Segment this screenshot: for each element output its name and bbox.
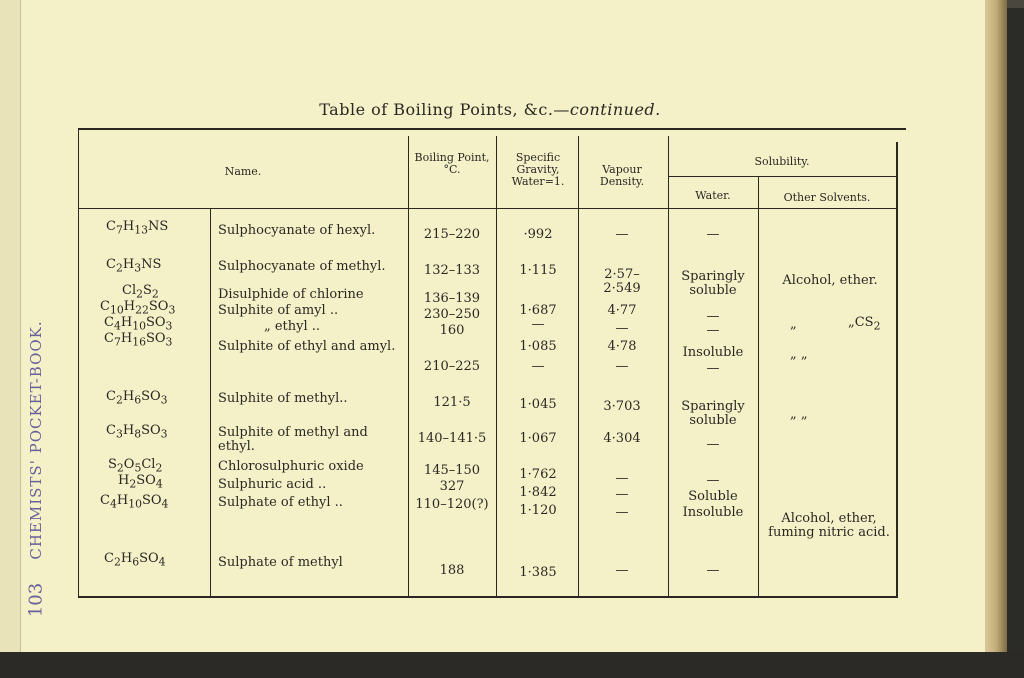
- gravity-cell: 1·085: [519, 339, 557, 354]
- water-cell: Sparingly soluble: [681, 399, 745, 428]
- vapour-cell: —: [615, 471, 629, 486]
- header-vapour: Vapour Density.: [599, 163, 645, 188]
- formula-cell: $H_2SO_4$: [118, 473, 163, 491]
- vapour-cell: —: [615, 487, 629, 502]
- header-rule: [78, 208, 896, 209]
- name-cell: Sulphate of ethyl ..: [218, 495, 343, 510]
- boiling-cell: 121·5: [433, 395, 471, 410]
- formula-cell: $C_3H_8SO_3$: [106, 423, 168, 441]
- water-cell: Insoluble: [682, 505, 744, 520]
- solubility-rule: [668, 176, 896, 177]
- other-cell: „: [790, 317, 797, 332]
- boiling-cell: 215–220: [423, 227, 481, 242]
- name-cell: Sulphate of methyl: [218, 555, 343, 570]
- title-continued: continued.: [569, 100, 661, 119]
- formula-cell: $C_4H_{10}SO_4$: [100, 493, 169, 511]
- vapour-cell: —: [615, 505, 629, 520]
- boiling-cell: 136–139: [423, 291, 481, 306]
- water-cell: —: [706, 323, 720, 338]
- water-cell: —: [706, 437, 720, 452]
- vapour-cell: 4·304: [603, 431, 641, 446]
- other-cell: „ „: [790, 407, 808, 422]
- name-cell: Chlorosulphuric oxide: [218, 459, 364, 474]
- gravity-cell: 1·762: [519, 467, 557, 482]
- formula-cell: $Cl_2S_2$: [122, 283, 159, 301]
- gravity-divider: [578, 136, 579, 598]
- water-cell: Soluble: [688, 489, 738, 504]
- gravity-cell: 1·120: [519, 503, 557, 518]
- name-cell: „ ethyl ..: [264, 319, 321, 334]
- formula-cell: $C_2H_3NS$: [106, 257, 162, 275]
- water-cell: —: [706, 227, 720, 242]
- gravity-cell: —: [531, 317, 545, 332]
- other-cell: Alcohol, ether, fuming nitric acid.: [768, 511, 890, 540]
- vapour-cell: —: [615, 563, 629, 578]
- name-divider: [408, 136, 409, 598]
- vapour-cell: 4·77: [607, 303, 637, 318]
- gravity-cell: 1·842: [519, 485, 557, 500]
- table-title: [0, 100, 980, 119]
- table-right-border: [896, 142, 898, 598]
- water-cell: —: [706, 473, 720, 488]
- other-cell: $„CS_2$: [848, 315, 881, 333]
- running-head: CHEMISTS' POCKET-BOOK.: [27, 320, 45, 560]
- vapour-cell: —: [615, 359, 629, 374]
- vapour-cell: 2·57– 2·549: [603, 267, 641, 296]
- name-cell: Disulphide of chlorine: [218, 287, 364, 302]
- boiling-points-table: [78, 128, 896, 602]
- header-name: Name.: [224, 165, 262, 178]
- boiling-cell: 110–120(?): [415, 497, 489, 512]
- header-other: Other Solvents.: [783, 191, 871, 204]
- water-divider: [758, 176, 759, 598]
- vapour-cell: —: [615, 321, 629, 336]
- table-top-rule: [78, 128, 906, 130]
- other-cell: Alcohol, ether.: [782, 273, 878, 288]
- name-cell: Sulphite of amyl ..: [218, 303, 339, 318]
- vapour-cell: 4·78: [607, 339, 637, 354]
- boiling-cell: 160: [439, 323, 465, 338]
- formula-cell: $C_2H_6SO_3$: [106, 389, 168, 407]
- header-gravity: Specific Gravity, Water=1.: [511, 151, 565, 188]
- boiling-cell: 188: [439, 563, 465, 578]
- vapour-cell: 3·703: [603, 399, 641, 414]
- table-left-border: [78, 128, 79, 598]
- water-cell: —: [706, 361, 720, 376]
- name-cell: Sulphite of methyl..: [218, 391, 348, 406]
- boiling-cell: 210–225: [423, 359, 481, 374]
- boiling-cell: 132–133: [423, 263, 481, 278]
- boiling-cell: 230–250: [423, 307, 481, 322]
- boiling-cell: 145–150: [423, 463, 481, 478]
- boiling-cell: 327: [439, 479, 465, 494]
- water-cell: Insoluble: [682, 345, 744, 360]
- formula-cell: $C_7H_{13}NS$: [106, 219, 169, 237]
- other-cell: „ „: [790, 347, 808, 362]
- book-bottom-shadow: [0, 652, 1024, 678]
- formula-cell: $S_2O_5Cl_2$: [108, 457, 163, 475]
- name-cell: Sulphite of methyl and ethyl.: [218, 425, 368, 454]
- gravity-cell: —: [531, 359, 545, 374]
- gravity-cell: 1·045: [519, 397, 557, 412]
- formula-cell: $C_7H_{16}SO_3$: [104, 331, 173, 349]
- formula-cell: $C_4H_{10}SO_3$: [104, 315, 173, 333]
- title-main: Table of Boiling Points, &c.—: [319, 100, 570, 119]
- table-bottom-rule: [78, 596, 896, 598]
- gravity-cell: 1·687: [519, 303, 557, 318]
- name-cell: Sulphuric acid ..: [218, 477, 327, 492]
- header-solubility: Solubility.: [754, 155, 810, 168]
- formula-cell: $C_{10}H_{22}SO_3$: [100, 299, 176, 317]
- name-cell: Sulphite of ethyl and amyl.: [218, 339, 396, 354]
- name-cell: Sulphocyanate of hexyl.: [218, 223, 376, 238]
- header-boiling: Boiling Point, °C.: [414, 151, 490, 176]
- page-number: 103: [25, 582, 47, 618]
- gravity-cell: 1·067: [519, 431, 557, 446]
- water-cell: —: [706, 309, 720, 324]
- water-cell: Sparingly soluble: [681, 269, 745, 298]
- formula-divider: [210, 208, 211, 598]
- boiling-cell: 140–141·5: [417, 431, 487, 446]
- gravity-cell: ·992: [523, 227, 553, 242]
- page-edges: [985, 0, 1007, 675]
- water-cell: —: [706, 563, 720, 578]
- boiling-divider: [496, 136, 497, 598]
- header-water: Water.: [695, 189, 731, 202]
- formula-cell: $C_2H_6SO_4$: [104, 551, 166, 569]
- gravity-cell: 1·115: [519, 263, 557, 278]
- name-cell: Sulphocyanate of methyl.: [218, 259, 386, 274]
- vapour-cell: —: [615, 227, 629, 242]
- gravity-cell: 1·385: [519, 565, 557, 580]
